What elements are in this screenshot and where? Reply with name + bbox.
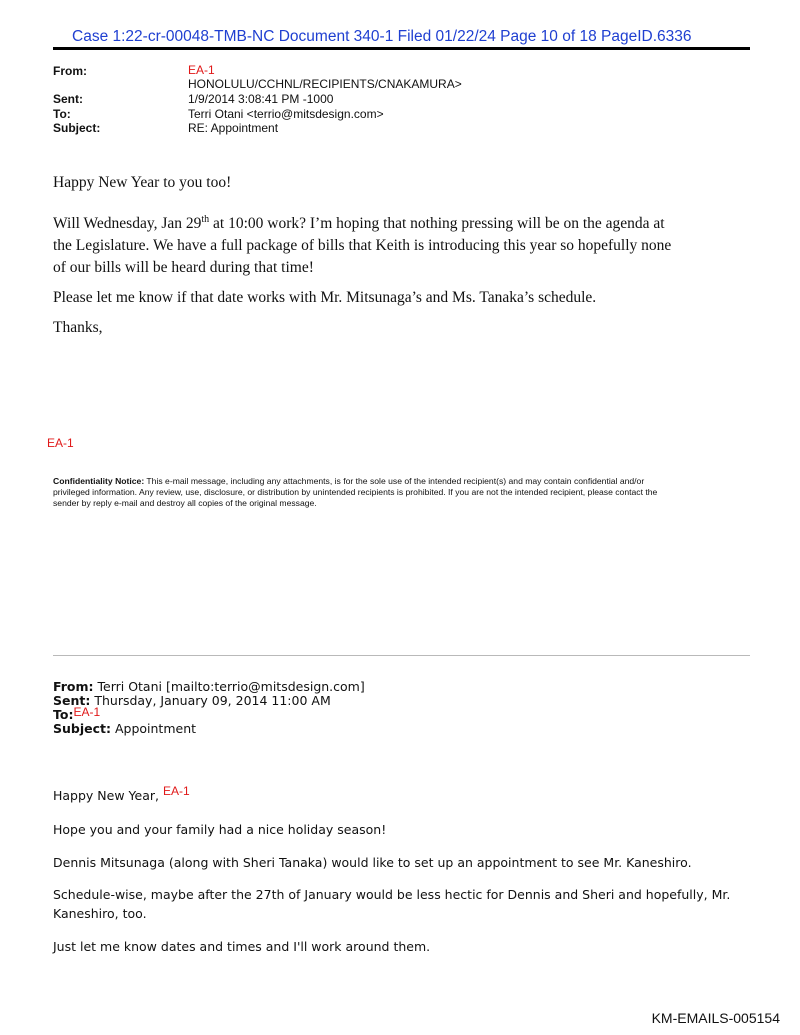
notice-line3: sender by reply e-mail and destroy all copies of the original message.	[53, 498, 317, 508]
reply-paragraph-line3: of our bills will be heard during that time!	[53, 259, 314, 276]
orig-subject-label: Subject:	[53, 721, 111, 736]
reply-text: at 10:00 work? I’m hoping that nothing pressing will be on the agenda at	[209, 215, 665, 232]
notice-line1: This e-mail message, including any attachments, is for the sole use of the intended recipient(s) and may contain confidential and/or	[144, 476, 645, 486]
orig-to-redaction: EA-1	[73, 705, 101, 719]
reply-paragraph-line2: the Legislature. We have a full package of bills that Keith is introducing this year so hopefully none	[53, 237, 672, 254]
orig-paragraph-2: Dennis Mitsunaga (along with Sheri Tanaka) would like to set up an appointment to see Mr. Kaneshiro.	[53, 855, 692, 870]
reply-greeting: Happy New Year to you too!	[53, 174, 232, 191]
from-redaction: EA-1	[188, 63, 215, 77]
subject-value: RE: Appointment	[188, 121, 279, 135]
to-value: Terri Otani <terrio@mitsdesign.com>	[188, 107, 384, 121]
subject-label: Subject:	[53, 121, 101, 135]
orig-subject-line	[53, 721, 196, 736]
banner-rule	[53, 47, 750, 50]
orig-greeting-redaction: EA-1	[162, 784, 190, 798]
sent-label: Sent:	[53, 92, 83, 106]
orig-paragraph-1: Hope you and your family had a nice holiday season!	[53, 822, 387, 837]
notice-label: Confidentiality Notice:	[53, 476, 145, 486]
orig-paragraph-4: Just let me know dates and times and I'll work around them.	[53, 939, 431, 954]
orig-paragraph-3-line1: Schedule-wise, maybe after the 27th of January would be less hectic for Dennis and Sheri and hopefully, Mr.	[53, 887, 731, 902]
to-label: To:	[53, 107, 71, 121]
reply-signoff: Thanks,	[53, 319, 103, 336]
orig-sent-label: Sent:	[53, 693, 91, 708]
sent-value: 1/9/2014 3:08:41 PM -1000	[188, 92, 334, 106]
case-banner: Case 1:22-cr-00048-TMB-NC Document 340-1 Filed 01/22/24 Page 10 of 18 PageID.6336	[72, 28, 692, 45]
orig-subject-value: Appointment	[111, 721, 197, 736]
reply-text: Will Wednesday, Jan 29	[53, 215, 202, 232]
orig-paragraph-3-line2: Kaneshiro, too.	[53, 906, 147, 921]
notice-line2: privileged information. Any review, use, disclosure, or distribution by unintended recipients is prohibited. If you are not the intended recipient, please contact the	[53, 487, 658, 497]
orig-sent-value: Thursday, January 09, 2014 11:00 AM	[90, 693, 331, 708]
separator-rule	[53, 655, 750, 656]
orig-from-label: From:	[53, 679, 94, 694]
orig-from-line	[53, 679, 365, 694]
orig-from-value: Terri Otani [mailto:terrio@mitsdesign.com]	[93, 679, 365, 694]
orig-to-label: To:	[53, 707, 74, 722]
signature-redaction: EA-1	[47, 436, 74, 450]
orig-greeting-text: Happy New Year,	[53, 788, 163, 803]
reply-superscript: th	[201, 213, 210, 225]
confidentiality-notice	[53, 476, 753, 509]
reply-paragraph-2: Please let me know if that date works with Mr. Mitsunaga’s and Ms. Tanaka’s schedule.	[53, 289, 597, 306]
reply-paragraph-line1	[53, 213, 665, 234]
from-value: HONOLULU/CCHNL/RECIPIENTS/CNAKAMURA>	[188, 77, 462, 91]
from-label: From:	[53, 64, 87, 78]
bates-number: KM-EMAILS-005154	[651, 1010, 780, 1026]
orig-greeting	[53, 784, 190, 804]
